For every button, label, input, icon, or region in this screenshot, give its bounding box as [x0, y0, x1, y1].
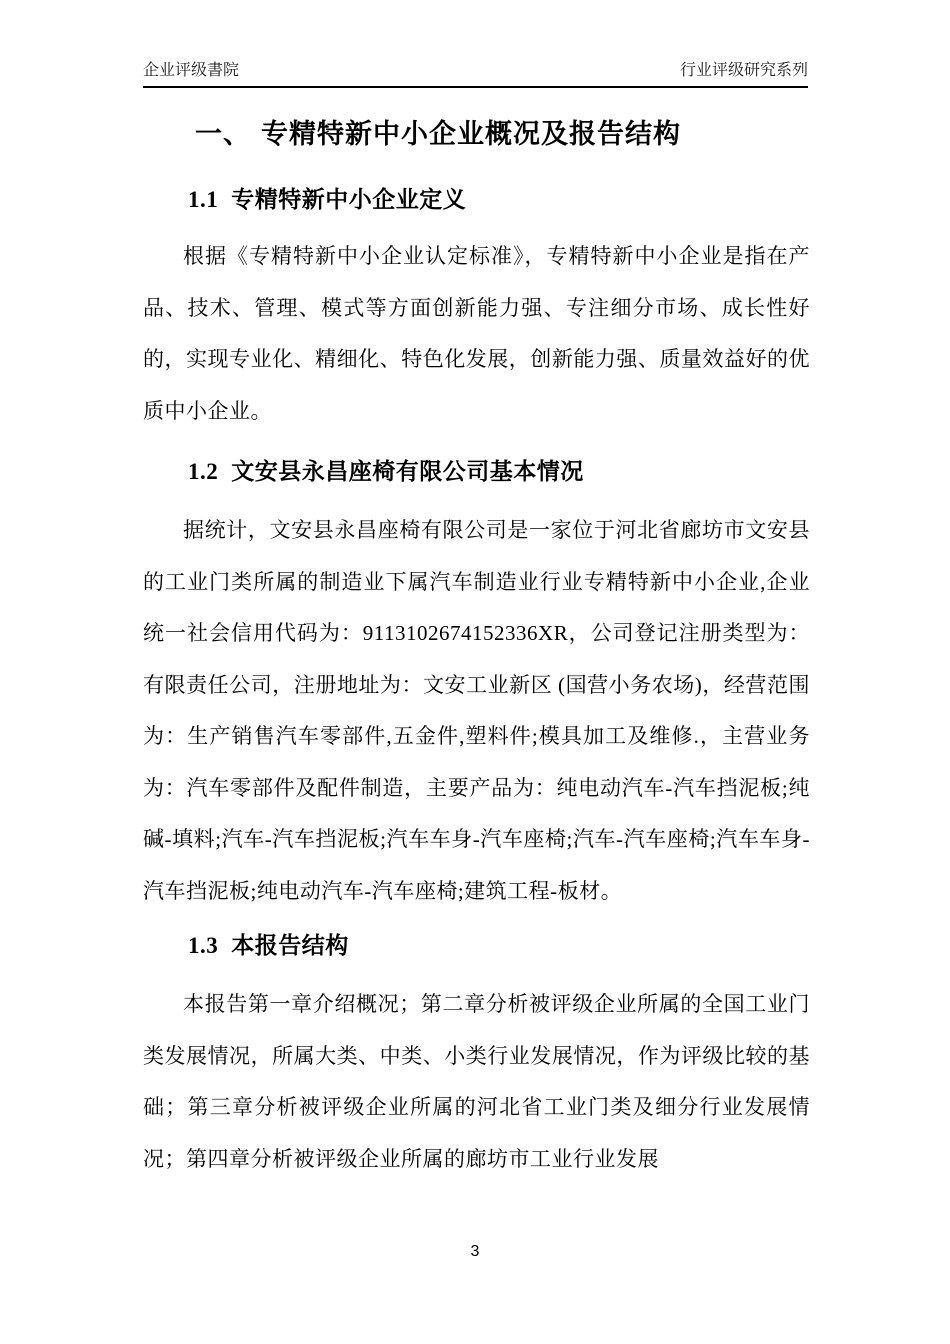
- section-3-title-text: 本报告结构: [231, 933, 349, 958]
- chapter-title-text: 专精特新中小企业概况及报告结构: [261, 119, 681, 149]
- section-1-paragraph: 根据《专精特新中小企业认定标准》，专精特新中小企业是指在产品、技术、管理、模式等方面创新能力强、专注细分市场、成长性好的，实现专业化、精细化、特色化发展，创新能力强、质量效益好的优质中小企业。: [143, 244, 810, 423]
- section-1: [143, 186, 810, 437]
- page-number: 3: [470, 1243, 480, 1260]
- section-3: [143, 932, 810, 1185]
- section-1-title-text: 专精特新中小企业定义: [231, 187, 467, 212]
- header-right-text: 行业评级研究系列: [679, 62, 808, 79]
- section-2-number: 1.2: [188, 459, 219, 484]
- section-2-paragraph: 据统计，文安县永昌座椅有限公司是一家位于河北省廊坊市文安县的工业门类所属的制造业下属汽车制造业行业专精特新中小企业,企业统一社会信用代码为：9113102674152336XR，公司登记注册类型为：有限责任公司，注册地址为：文安工业新区 (国营小务农场)，经营范围为：生产销售汽车零部件,五金件,塑料件;模具加工及维修.，主营业务为：汽车零部件及配件制造，主要产品为：纯电动汽车-汽车挡泥板;纯碱-填料;汽车-汽车挡泥板;汽车车身-汽车座椅;汽车-汽车座椅;汽车车身-汽车挡泥板;纯电动汽车-汽车座椅;建筑工程-板材。: [143, 518, 810, 903]
- section-3-paragraph: 本报告第一章介绍概况；第二章分析被评级企业所属的全国工业门类发展情况，所属大类、中类、小类行业发展情况，作为评级比较的基础；第三章分析被评级企业所属的河北省工业门类及细分行业发展情况；第四章分析被评级企业所属的廊坊市工业行业发展: [143, 992, 810, 1171]
- section-1-number: 1.1: [188, 187, 219, 212]
- page-footer: [0, 1242, 950, 1262]
- section-1-heading: [188, 186, 810, 213]
- page-header: [143, 0, 808, 86]
- header-divider: [143, 86, 808, 88]
- section-3-heading: [188, 932, 810, 959]
- chapter-number: 一、: [195, 119, 251, 149]
- chapter-heading: [195, 118, 810, 150]
- section-2: [143, 458, 810, 917]
- header-left-text: 企业评级書院: [143, 62, 240, 79]
- section-2-heading: [188, 458, 810, 485]
- section-2-title-text: 文安县永昌座椅有限公司基本情况: [231, 459, 584, 484]
- section-3-number: 1.3: [188, 933, 219, 958]
